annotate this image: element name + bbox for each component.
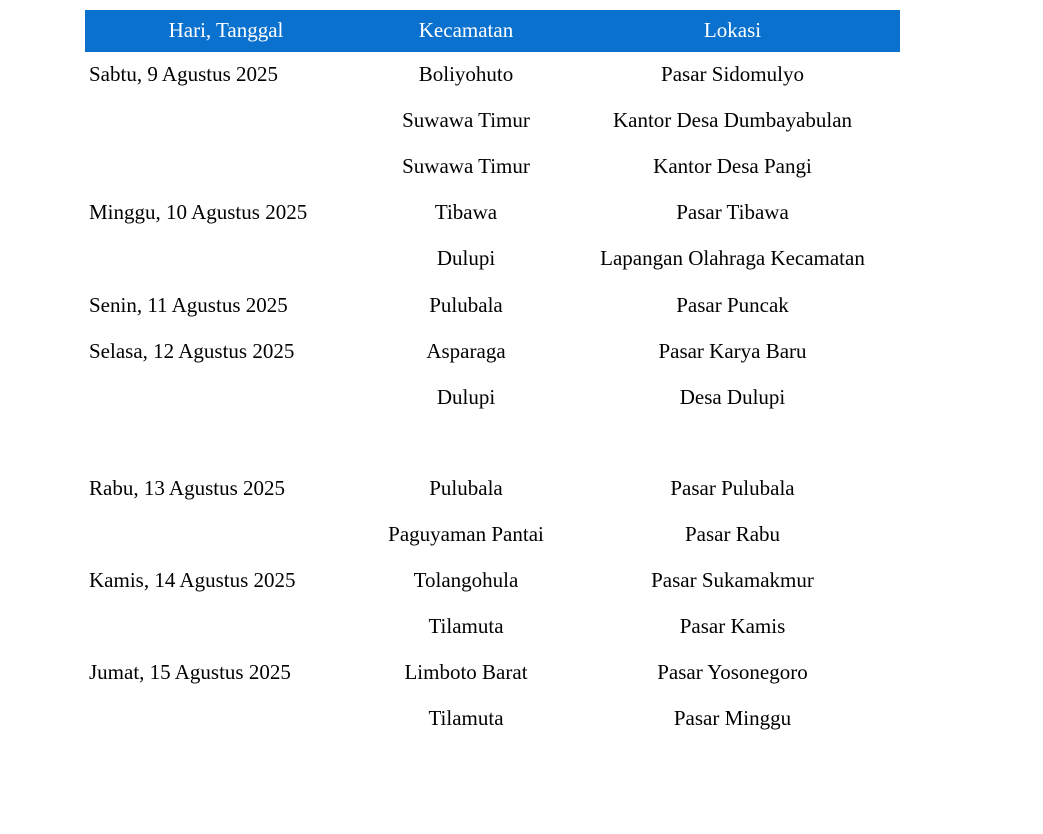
cell-date	[85, 375, 367, 421]
cell-date: Minggu, 10 Agustus 2025	[89, 200, 308, 225]
cell-lokasi: Pasar Minggu	[673, 706, 792, 731]
table-row	[85, 696, 900, 742]
cell-date	[85, 98, 367, 144]
cell-date	[85, 696, 367, 742]
schedule-table	[85, 10, 900, 742]
cell-kecamatan: Suwawa Timur	[402, 108, 530, 133]
column-header-kecamatan: Kecamatan	[367, 10, 565, 52]
table-row	[85, 52, 900, 98]
cell-lokasi: Pasar Kamis	[679, 614, 786, 639]
cell-date	[85, 236, 367, 282]
table-row	[85, 650, 900, 696]
table-row	[85, 512, 900, 558]
cell-kecamatan: Paguyaman Pantai	[388, 521, 544, 546]
table-row	[85, 190, 900, 236]
cell-date: Jumat, 15 Agustus 2025	[89, 660, 291, 685]
table-row	[85, 466, 900, 512]
cell-kecamatan: Tilamuta	[428, 614, 504, 639]
cell-kecamatan: Dulupi	[436, 246, 496, 271]
cell-kecamatan: Limboto Barat	[404, 660, 528, 685]
table-row	[85, 236, 900, 282]
table-body	[85, 52, 900, 742]
table-row-spacer	[85, 421, 900, 466]
table-row	[85, 375, 900, 421]
cell-lokasi: Pasar Pulubala	[670, 475, 795, 500]
cell-kecamatan: Pulubala	[429, 475, 503, 500]
table-row	[85, 98, 900, 144]
cell-lokasi: Desa Dulupi	[679, 384, 786, 409]
cell-kecamatan: Pulubala	[429, 292, 503, 317]
cell-date	[85, 144, 367, 190]
table-header	[85, 10, 900, 52]
table-header-row	[85, 10, 900, 52]
cell-kecamatan: Tolangohula	[413, 568, 519, 593]
cell-date: Sabtu, 9 Agustus 2025	[89, 62, 279, 87]
cell-date: Kamis, 14 Agustus 2025	[89, 568, 296, 593]
cell-lokasi: Pasar Yosonegoro	[657, 660, 808, 685]
table-row	[85, 144, 900, 190]
cell-date	[85, 512, 367, 558]
cell-date	[85, 604, 367, 650]
cell-date: Selasa, 12 Agustus 2025	[89, 338, 295, 363]
table-row	[85, 283, 900, 329]
cell-lokasi: Kantor Desa Pangi	[653, 154, 812, 179]
table-row	[85, 558, 900, 604]
cell-kecamatan: Dulupi	[436, 384, 496, 409]
cell-lokasi: Pasar Karya Baru	[658, 338, 807, 363]
cell-lokasi: Pasar Rabu	[684, 521, 781, 546]
cell-lokasi: Pasar Sidomulyo	[661, 62, 804, 87]
table-row	[85, 329, 900, 375]
cell-kecamatan: Tibawa	[434, 200, 498, 225]
cell-lokasi: Pasar Sukamakmur	[651, 568, 814, 593]
cell-date: Senin, 11 Agustus 2025	[89, 292, 288, 317]
cell-kecamatan: Suwawa Timur	[402, 154, 530, 179]
cell-kecamatan: Asparaga	[426, 338, 506, 363]
cell-kecamatan: Tilamuta	[428, 706, 504, 731]
table-row	[85, 604, 900, 650]
cell-lokasi: Pasar Tibawa	[676, 200, 789, 225]
cell-lokasi: Lapangan Olahraga Kecamatan	[600, 246, 865, 271]
column-header-lokasi: Lokasi	[565, 10, 900, 52]
cell-kecamatan: Boliyohuto	[418, 62, 514, 87]
document-page	[0, 10, 1043, 834]
cell-lokasi: Kantor Desa Dumbayabulan	[612, 108, 853, 133]
cell-date: Rabu, 13 Agustus 2025	[89, 475, 286, 500]
cell-lokasi: Pasar Puncak	[676, 292, 789, 317]
column-header-date: Hari, Tanggal	[85, 10, 367, 52]
